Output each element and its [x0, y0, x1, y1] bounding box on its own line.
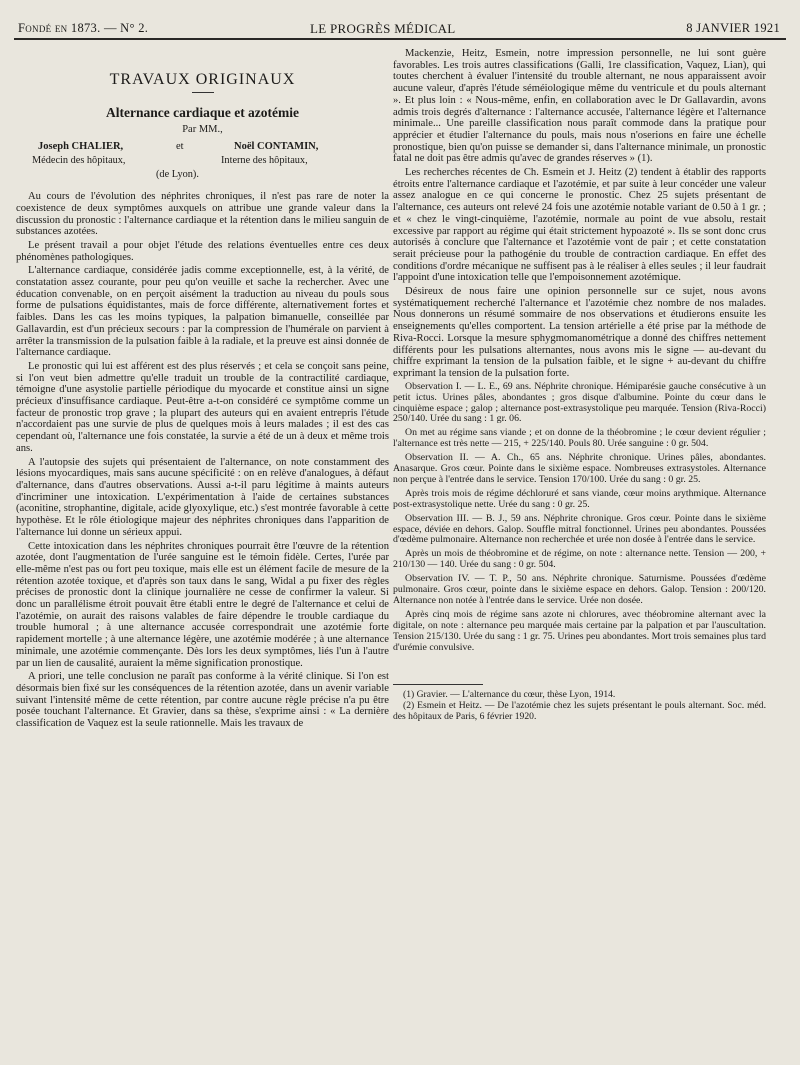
page-header — [0, 0, 800, 42]
footnotes — [393, 684, 766, 722]
right-body-text — [393, 48, 766, 380]
byline-par: Par MM., — [182, 124, 223, 136]
footnote: (2) Esmein et Heitz. — De l'azotémie chez les sujets présentant le pouls alternant. Soc. méd. des hôpitaux de Paris, 6 février 1920. — [393, 699, 766, 722]
observation: Observation IV. — T. P., 50 ans. Néphrite chronique. Saturnisme. Poussées d'œdème pulmonaire. Gros cœur, pointe dans le sixième espace en dehors. Galop. Tension : 200/120. Alternance non notée à l'entrée dans le service. Urée non dosée. — [393, 573, 766, 606]
author-conjunction: et — [176, 141, 184, 153]
paragraph: Le présent travail a pour objet l'étude des relations éventuelles entre ces deux phénomènes pathologiques. — [16, 239, 389, 263]
observation: Après un mois de théobromine et de régime, on note : alternance nette. Tension — 200, + 210/130 — 140. Urée du sang : 0 gr. 504. — [393, 548, 766, 571]
observations — [393, 382, 766, 654]
header-date: 8 JANVIER 1921 — [686, 21, 780, 35]
paragraph: Le pronostic qui lui est afférent est des plus réservés ; et cela se conçoit sans peine, si l'on veut bien admettre qu'elle traduit un trouble de la contractilité cardiaque, témoigne d'une asystolie partielle périodique du myocarde et constitue ainsi un signe précieux d'insuffisance cardiaque. Peut-être a-t-on considéré ce symptôme comme un facteur de pronostic trop grave ; la plupart des auteurs qui en avaient entrepris l'étude n'accordaient pas une survie de plus de quelques mois à leurs malades ; il est des cas cependant où, l'alternance une fois constatée, la survie a été de un à deux et même trois ans. — [16, 360, 389, 454]
section-title: TRAVAUX ORIGINAUX — [109, 71, 296, 88]
paragraph: A priori, une telle conclusion ne paraît pas conforme à la vérité clinique. Si l'on est désormais bien fixé sur les conséquences de la rétention azotée, dans un avenir variable suivant l'intensité même de cette rétention, par contre aucune règle précise n'a pu être posée touchant l'alternance. Et Gravier, dans sa thèse, s'exprime ainsi : « La dernière classification de Vaquez est la seule rationnelle. Mais les travaux de — [16, 671, 389, 730]
affiliation-chalier: Médecin des hôpitaux, — [32, 155, 126, 167]
author-city: (de Lyon). — [156, 169, 199, 181]
city-row — [16, 169, 389, 191]
right-column — [393, 48, 766, 722]
paragraph: Cette intoxication dans les néphrites chroniques pourrait être l'œuvre de la rétention azotée, dont l'augmentation de l'urée sanguine est le témoin fidèle. Certes, l'urée par elle-même n'est pas ou fort peu toxique, mais elle est un élément facile de mesure de la rétention azotée toxique, et d'après son taux dans le sang, Widal a pu fixer des règles précises de pronostic dont la clinique journalière ne cesse de confirmer la valeur. Si donc un parallélisme étroit pouvait être établi entre le degré de l'alternance et celui de l'azotémie, on aurait des raisons valables de faire dépendre le trouble cardiaque du trouble humoral ; à une alternance accusée correspondrait une azotémie forte rapidement mortelle ; à une alternance légère, une azotémie modérée ; à une alternance minimale, une azotémie commençante. Dès lors les deux symptômes, liés l'un à l'autre par un lien de causalité, auraient la même signification pronostique. — [16, 540, 389, 669]
paragraph: Les recherches récentes de Ch. Esmein et J. Heitz (2) tendent à établir des rapports étroits entre l'alternance cardiaque et l'azotémie, et par suite à leur concéder une valeur assez analogue en ce qui concerne le pronostic. Chez 25 sujets présentant de l'alternance, ces auteurs ont relevé 24 fois une azotémie notable variant de 0.50 à 1 gr. ; et « chez le vingt-cinquième, l'azotémie, normale au point de vue absolu, restait excessive par rapport au régime qui était strictement hypoazoté ». Ils se sont donc crus autorisés à conclure que l'alternance et l'azotémie vont de pair ; et cette constatation serait précieuse pour la pathogénie du trouble de contraction cardiaque. En effet des conditions d'ordre mécanique ne suffisent pas à le réaliser à elles seules ; il leur faudrait l'appoint d'une intoxication telle que l'empoisonnement azotémique. — [393, 167, 766, 284]
author-row — [16, 141, 389, 155]
observation: On met au régime sans viande ; et on donne de la théobromine ; le cœur devient régulier ; l'alternance est très nette — 215, + 225/140. Pouls 80. Urée sanguine : 0 gr. 504. — [393, 427, 766, 450]
footnote: (1) Gravier. — L'alternance du cœur, thèse Lyon, 1914. — [403, 688, 616, 700]
paragraph: A l'autopsie des sujets qui présentaient de l'alternance, on note constamment des lésions myocardiques, mais sans aucune spécificité : on en relève d'analogues, à défaut d'alternance, dans d'autres observations. Aussi a-t-il paru légitime à maints auteurs d'incriminer une intoxication. L'expérimentation à l'aide de certaines substances (aconitine, strophantine, digitale, acide glyoxylique, etc.) s'est montrée favorable à cette hypothèse. Et le rôle étiologique majeur des néphrites chroniques dans l'apparition de l'alternance lui donne un sérieux appui. — [16, 456, 389, 538]
left-body-text — [16, 191, 389, 730]
observation: Après cinq mois de régime sans azote ni chlorures, avec théobromine alternant avec la digitale, on note : alternance peu marquée mais certaine par la palpation et par l'auscultation. Tension 215/130. Urée du sang : 1 gr. 75. Urines peu abondantes. Mort trois semaines plus tard d'urémie convulsive. — [393, 608, 766, 653]
header-journal-title: LE PROGRÈS MÉDICAL — [310, 21, 456, 36]
paragraph: Mackenzie, Heitz, Esmein, notre impression personnelle, ne lui sont guère favorables. Les trois autres classifications (Galli, 1re classification, Vaquez, Lian), qui toutes cherchent à évaluer l'intensité du trouble alternant, ne nous apparaissent avoir aucune valeur, d'après l'étude séméiologique même du ventricule et du pouls alternant ». Et plus loin : « Nous-même, enfin, en collaboration avec le Dr Gallavardin, avons admis trois degrés d'alternance : l'alternance accusée, l'alternance légère et l'alternance minimale... Une pareille classification nous paraît commode dans la pratique pour apprécier et étudier l'alternance du pouls, mais nous n'oserions en faire une échelle pronostique, bien qu'on puisse se demander si, dans l'alternance minimale, un pronostic fatal ne doit pas être admis qu'avec de grandes réserves » (1). — [393, 48, 766, 165]
article-title: Alternance cardiaque et azotémie — [105, 104, 300, 120]
paragraph: L'alternance cardiaque, considérée jadis comme exceptionnelle, est, à la vérité, de constatation assez courante, pour peu qu'on veuille et sache la rechercher. Avec une éducation convenable, on en perçoit aisément la traduction au niveau du pouls sous forme de pulsations équidistantes, mais de force différente, alternativement fortes et faibles. Dans les cas les moins typiques, la palpation bimanuelle, conseillée par Gallavardin, est d'un précieux secours : par la compression de l'humérale on parvient à arrêter la transmission de la pulsation faible à la radiale, et la preuve est ainsi donnée de l'alternance cardiaque. — [16, 265, 389, 359]
paragraph: Désireux de nous faire une opinion personnelle sur ce sujet, nous avons systématiquement recherché l'alternance et l'azotémie chez nombre de nos malades. Nous donnerons un résumé sommaire de nos observations et étudierons ensuite les enseignements qu'elles comportent. La tension artérielle a été prise par la méthode de Riva-Rocci. Lorsque la mesure sphygmomanométrique a donné des chiffres nettement différents pour les pulsations alternantes, nous avons mis le signe — au-devant du chiffre exprimant la tension de la pulsation faible, et le signe + au-devant du chiffre exprimant la tension de la pulsation forte. — [393, 286, 766, 379]
affiliation-contamin: Interne des hôpitaux, — [221, 155, 308, 167]
paragraph: Au cours de l'évolution des néphrites chroniques, il n'est pas rare de noter la coexistence de deux symptômes auxquels on attribue une grande valeur dans la discussion du pronostic : l'alternance cardiaque et la rétention dans le milieu sanguin de substances azotées. — [16, 191, 389, 238]
author-contamin: Noël CONTAMIN, — [234, 141, 319, 153]
title-rule — [192, 92, 214, 93]
author-chalier: Joseph CHALIER, — [38, 141, 124, 153]
footnote-rule — [393, 684, 483, 685]
left-column — [16, 48, 389, 732]
header-founded: Fondé en 1873. — N° 2. — [18, 21, 149, 35]
affiliation-row — [16, 155, 389, 169]
observation: Observation III. — B. J., 59 ans. Néphrite chronique. Gros cœur. Pointe dans le sixième espace, déviée en dehors. Galop. Souffle mitral fonctionnel. Urines peu abondantes. Poussées d'œdème pulmonaire. Alternance non recherchée et urée non dosée à l'entrée dans le service. — [393, 512, 766, 546]
observation: Observation II. — A. Ch., 65 ans. Néphrite chronique. Urines pâles, abondantes. Anasarque. Gros cœur. Pointe dans le sixième espace. Nombreuses extrasystoles. Alternance non perçue à l'entrée dans le service. Tension 170/100. Urée du sang : 0 gr. 25. — [393, 452, 766, 485]
observation: Observation I. — L. E., 69 ans. Néphrite chronique. Hémiparésie gauche consécutive à un petit ictus. Urines pâles, abondantes ; gros disque d'albumine. Pointe du cœur dans le cinquième espace ; galop ; alternance post-extrasystolique peu marquée. Tension (Riva-Rocci) 250/140. Urée du sang : 1 gr. 06. — [393, 380, 766, 425]
observation: Après trois mois de régime déchloruré et sans viande, cœur moins arythmique. Alternance post-extrasystolique nette. Urée du sang : 0 gr. 25. — [393, 487, 766, 510]
header-rule — [14, 38, 786, 40]
